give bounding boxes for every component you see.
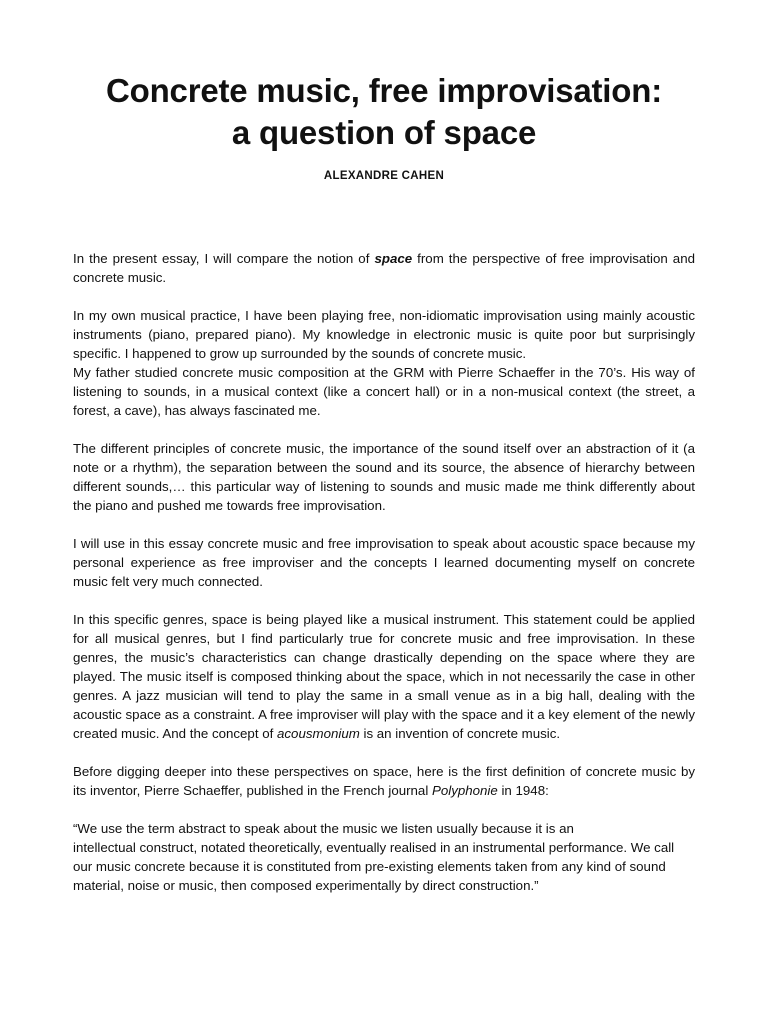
title-line-2: a question of space bbox=[231, 114, 537, 151]
quote-rest: intellectual construct, notated theoretically, eventually realised in an instrumental performance. We call our music concrete because it is constituted from pre-existing elements taken from any kind of sound material, noise or music, then composed experimentally by direct construction.” bbox=[73, 840, 675, 893]
paragraph-practice-text: In my own musical practice, I have been playing free, non-idiomatic improvisation using mainly acoustic instruments (piano, prepared piano). My knowledge in electronic music is quite poor but surprisingly specific. I happened to grow up surrounded by the sounds of concrete music. bbox=[73, 308, 695, 361]
paragraph-definition-intro bbox=[73, 762, 695, 800]
paragraph-father-text: My father studied concrete music composition at the GRM with Pierre Schaeffer in the 70’s. His way of listening to sounds, in a musical context (like a concert hall) or in a non-musical context (the street, a forest, a cave), has always fascinated me. bbox=[73, 365, 695, 418]
emphasis-space: space bbox=[374, 251, 413, 266]
italic-acousmonium: acousmonium bbox=[277, 726, 360, 741]
schaeffer-quote bbox=[73, 819, 695, 895]
quote-line-1: “We use the term abstract to speak about the music we listen usually because it is an bbox=[73, 821, 574, 836]
paragraph-essay-scope: I will use in this essay concrete music and free improvisation to speak about acoustic space because my personal experience as free improviser and the concepts I learned documenting myself on concrete music felt very much connected. bbox=[73, 536, 695, 589]
italic-polyphonie: Polyphonie bbox=[431, 783, 498, 798]
author-name: ALEXANDRE CAHEN bbox=[323, 170, 445, 182]
paragraph-intro-text-end: from the perspective of free improvisation and concrete music. bbox=[73, 251, 695, 285]
document-body bbox=[73, 249, 695, 914]
paragraph-space-instrument-text: In this specific genres, space is being played like a musical instrument. This statement could be applied for all musical genres, but I find particularly true for concrete music and free improvisation. In these genres, the music’s characteristics can change drastically depending on the space where they are played. The music itself is composed thinking about the space, which in not necessarily the case in other genres. A jazz musician will tend to play the same in a small venue as in a big hall, dealing with the acoustic space as a constraint. A free improviser will play with the space and it a key element of the newly created music. And the concept of bbox=[73, 612, 695, 741]
paragraph-principles: The different principles of concrete music, the importance of the sound itself over an abstraction of it (a note or a rhythm), the separation between the sound and its source, the absence of hierarchy between different sounds,… this particular way of listening to sounds and music made me think differently about the piano and pushed me towards free improvisation. bbox=[73, 441, 695, 513]
title-line-1: Concrete music, free improvisation: bbox=[106, 72, 662, 109]
paragraph-space-instrument bbox=[73, 610, 695, 743]
paragraph-practice bbox=[73, 306, 695, 420]
paragraph-intro-text: In the present essay, I will compare the notion of bbox=[73, 251, 375, 266]
paragraph-intro bbox=[73, 249, 695, 287]
document-title bbox=[40, 70, 728, 154]
paragraph-space-instrument-text-end: is an invention of concrete music. bbox=[359, 726, 561, 741]
paragraph-definition-intro-text-end: in 1948: bbox=[497, 783, 549, 798]
paragraph-definition-intro-text: Before digging deeper into these perspectives on space, here is the first definition of concrete music by its inventor, Pierre Schaeffer, published in the French journal bbox=[73, 764, 695, 798]
